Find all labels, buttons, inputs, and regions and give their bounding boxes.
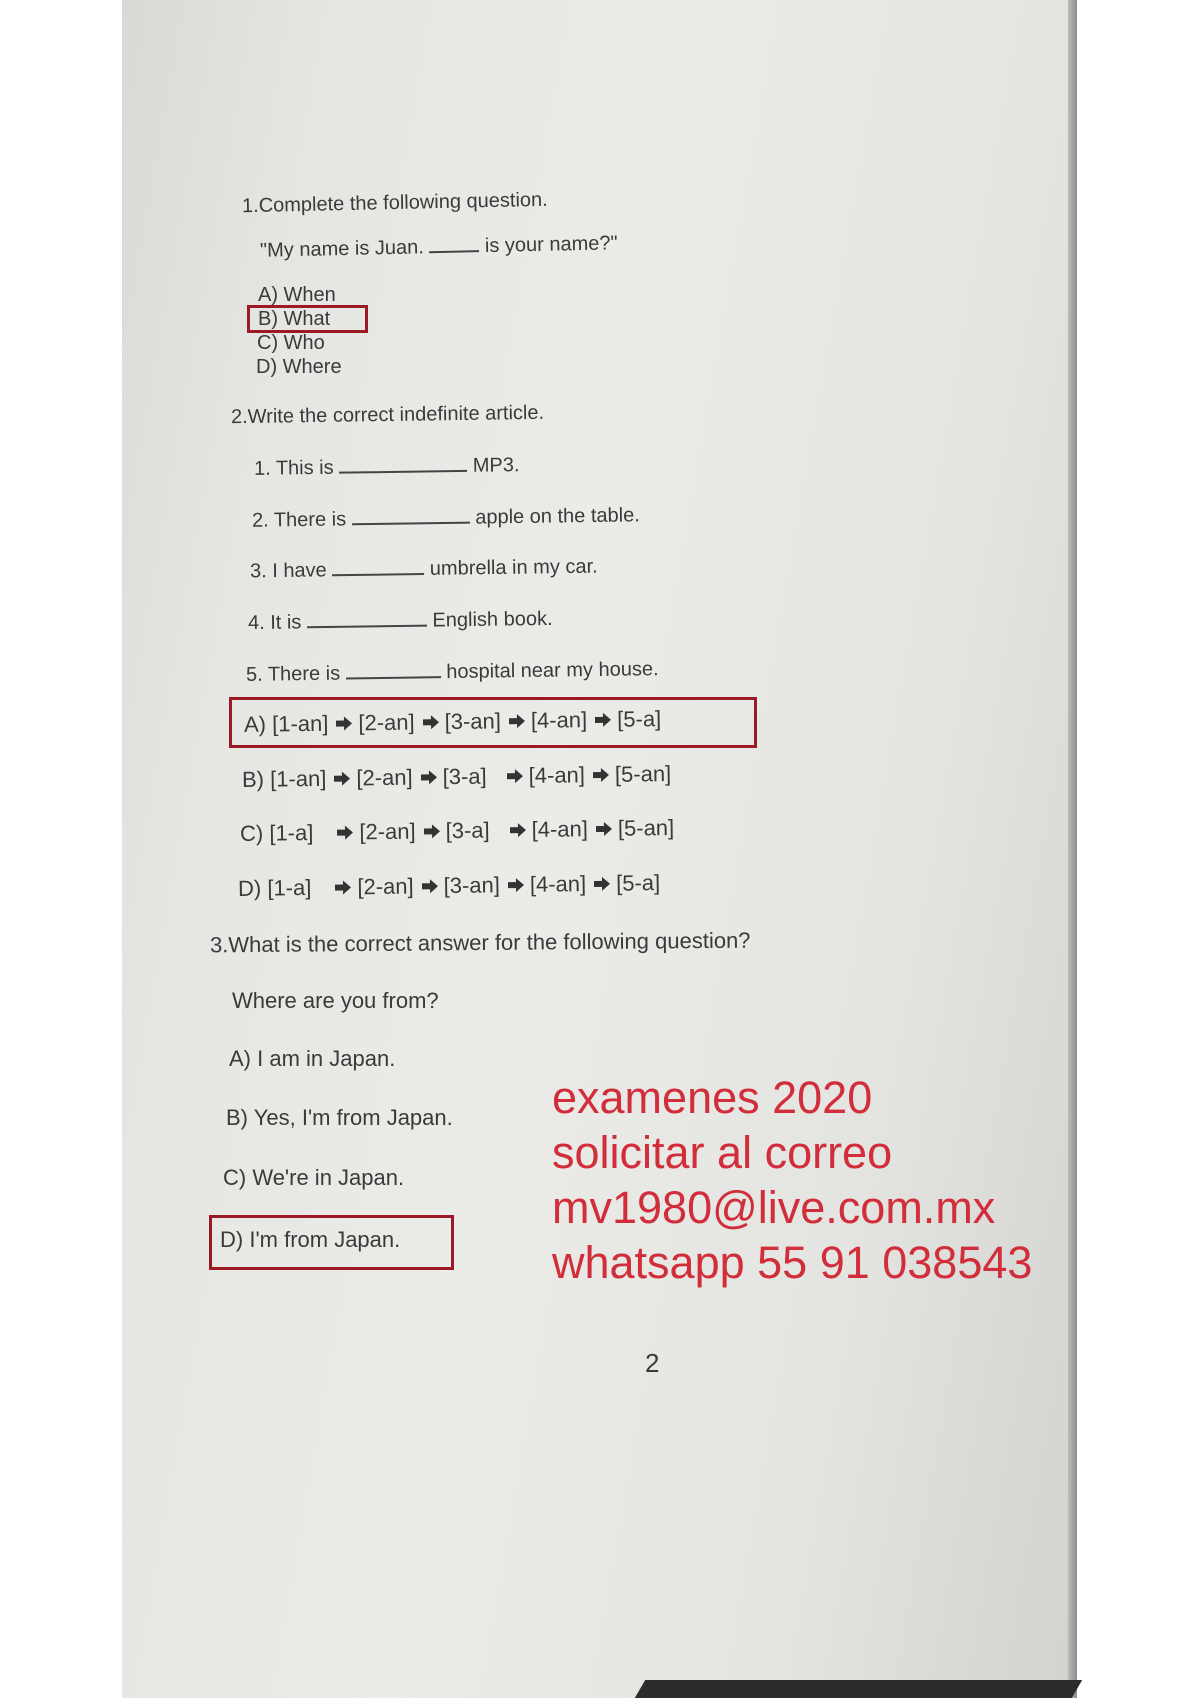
- right-arrow-icon: [593, 768, 609, 782]
- option-step: [5-a]: [615, 870, 661, 896]
- option-label: C): [239, 820, 264, 847]
- right-arrow-icon: [422, 879, 438, 893]
- q2-item-end: apple on the table.: [475, 504, 640, 529]
- answer-blank: [429, 249, 479, 253]
- option-step: [5-an]: [617, 814, 675, 841]
- watermark-line: mv1980@live.com.mx: [552, 1182, 996, 1233]
- right-arrow-icon: [335, 880, 351, 894]
- q3-title: 3.What is the correct answer for the following question?: [209, 927, 751, 958]
- q1-prompt-start: "My name is Juan.: [259, 236, 425, 262]
- right-arrow-icon: [508, 878, 524, 892]
- q2-title: 2.Write the correct indefinite article.: [230, 401, 545, 429]
- answer-blank: [332, 572, 424, 576]
- option-label: B): [241, 766, 265, 792]
- answer-highlight-box: [247, 305, 368, 333]
- option-step: [2-an]: [358, 709, 415, 736]
- watermark-line: whatsapp 55 91 038543: [552, 1237, 1033, 1288]
- q1-option-a: A) When: [258, 284, 336, 306]
- option-label: D): [237, 875, 262, 901]
- option-step: [2-an]: [356, 764, 413, 791]
- q2-item-end: hospital near my house.: [446, 658, 659, 684]
- answer-blank: [346, 675, 441, 679]
- answer-highlight-box: [229, 697, 757, 748]
- option-step: [5-an]: [614, 761, 672, 787]
- option-step: [1-an]: [271, 710, 329, 737]
- q2-item-end: MP3.: [472, 454, 520, 477]
- option-step: [4-an]: [529, 871, 587, 897]
- option-step: [2-an]: [359, 818, 416, 845]
- q3-option-a: A) I am in Japan.: [229, 1046, 396, 1071]
- option-step: [3-an]: [443, 872, 501, 899]
- option-step: [2-an]: [357, 873, 414, 900]
- answer-highlight-box: [209, 1215, 454, 1270]
- option-step: [4-an]: [530, 707, 588, 733]
- right-arrow-icon: [337, 825, 353, 839]
- page-number: 2: [645, 1348, 660, 1378]
- answer-blank: [307, 624, 427, 629]
- right-arrow-icon: [334, 771, 350, 785]
- answer-blank: [339, 469, 467, 474]
- option-step: [5-a]: [616, 706, 662, 732]
- right-arrow-icon: [596, 822, 612, 836]
- option-step: [1-a]: [269, 820, 314, 846]
- q1-option-d: D) Where: [256, 356, 342, 378]
- right-arrow-icon: [594, 877, 610, 891]
- option-step: [3-an]: [444, 708, 502, 735]
- q2-item-end: English book.: [432, 607, 553, 632]
- q3-prompt: Where are you from?: [232, 988, 439, 1013]
- watermark-line: examenes 2020: [552, 1072, 873, 1123]
- q3-option-c: C) We're in Japan.: [223, 1165, 405, 1190]
- q2-item-start: 4. It is: [247, 611, 302, 635]
- right-arrow-icon: [510, 823, 526, 837]
- q2-item: [248, 608, 553, 635]
- q2-item: [254, 454, 520, 481]
- right-arrow-icon: [507, 769, 523, 783]
- q3-option-b: B) Yes, I'm from Japan.: [226, 1105, 453, 1130]
- q2-item-start: 5. There is: [245, 662, 341, 686]
- q2-item-start: 1. This is: [253, 456, 334, 480]
- option-label: A): [243, 711, 267, 737]
- option-step: [4-an]: [531, 816, 589, 842]
- q1-title: 1.Complete the following question.: [241, 188, 548, 218]
- option-step: [1-a]: [267, 874, 312, 901]
- option-step: [3-a]: [442, 763, 487, 790]
- q2-item-end: umbrella in my car.: [429, 555, 598, 580]
- right-arrow-icon: [424, 824, 440, 838]
- q3-option-d: D) I'm from Japan.: [220, 1227, 401, 1252]
- q2-item: [250, 556, 598, 584]
- answer-blank: [352, 521, 470, 526]
- q2-item-start: 2. There is: [251, 508, 347, 532]
- option-step: [4-an]: [528, 762, 586, 788]
- q1-option-b: B) What: [258, 308, 331, 330]
- page-edge: [1068, 0, 1077, 1698]
- option-step: [1-an]: [269, 765, 327, 792]
- right-arrow-icon: [421, 770, 437, 784]
- table-surface: [635, 1680, 1082, 1698]
- option-step: [3-a]: [445, 817, 490, 844]
- watermark-line: solicitar al correo: [552, 1127, 893, 1178]
- q1-option-c: C) Who: [257, 332, 325, 354]
- q2-item-start: 3. I have: [249, 559, 327, 583]
- q1-prompt-end: is your name?": [484, 232, 618, 258]
